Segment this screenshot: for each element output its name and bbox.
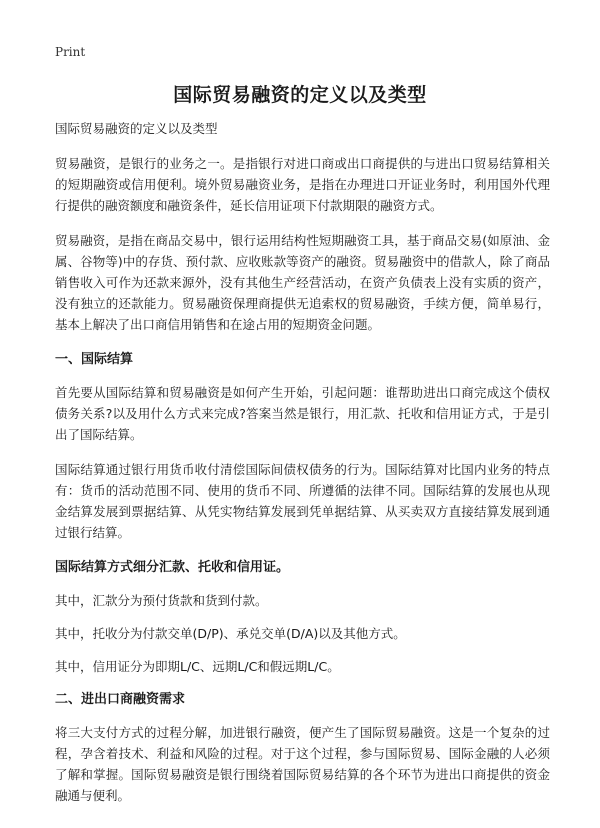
paragraph-trade-finance: 贸易融资，是指在商品交易中，银行运用结构性短期融资工具，基于商品交易(如原油、金属、谷物等)中的存货、预付款、应收账款等资产的融资。贸易融资中的借款人，除了商品销售收入可作为还款来源外，没有其他生产经营活动，在资产负债表上没有实质的资产，没有独立的还款能力。贸易融资保理商提供无追索权的贸易融资，手续方便，简单易行，基本上解决了出口商信用销售和在途占用的短期资金问题。 <box>55 233 550 332</box>
paragraph-settlement-definition: 国际结算通过银行用货币收付清偿国际间债权债务的行为。国际结算对比国内业务的特点有：货币的活动范围不同、使用的货币不同、所遵循的法律不同。国际结算的发展也从现金结算发展到票据结算、从凭实物结算发展到凭单据结算、从买卖双方直接结算发展到通过银行结算。 <box>55 462 550 540</box>
paragraph-definition: 贸易融资，是银行的业务之一。是指银行对进口商或出口商提供的与进出口贸易结算相关的短期融资或信用便利。境外贸易融资业务，是指在办理进口开证业务时，利用国外代理行提供的融资额度和融资条件，延长信用证项下付款期限的融资方式。 <box>55 156 550 213</box>
print-link[interactable]: Print <box>55 45 86 59</box>
list-item-letter-of-credit: 其中，信用证分为即期L/C、远期L/C和假远期L/C。 <box>55 659 340 674</box>
list-item-collection: 其中，托收分为付款交单(D/P)、承兑交单(D/A)以及其他方式。 <box>55 626 406 641</box>
document-subtitle: 国际贸易融资的定义以及类型 <box>55 121 218 136</box>
document-body <box>55 118 550 820</box>
section-heading-financing-needs: 二、进出口商融资需求 <box>55 692 186 707</box>
settlement-methods-heading: 国际结算方式细分汇款、托收和信用证。 <box>55 560 290 575</box>
paragraph-financing-needs: 将三大支付方式的过程分解，加进银行融资，便产生了国际贸易融资。这是一个复杂的过程，孕含着技术、利益和风险的过程。对于这个过程，参与国际贸易、国际金融的人必须了解和掌握。国际贸易融资是银行围绕着国际贸易结算的各个环节为进出口商提供的资金融通与便利。 <box>55 725 550 803</box>
page-title: 国际贸易融资的定义以及类型 <box>173 84 427 106</box>
paragraph-settlement-origin: 首先要从国际结算和贸易融资是如何产生开始，引起问题：谁帮助进出口商完成这个债权债务关系?以及用什么方式来完成?答案当然是银行，用汇款、托收和信用证方式，于是引出了国际结算。 <box>55 385 550 442</box>
list-item-remittance: 其中，汇款分为预付货款和货到付款。 <box>55 593 268 608</box>
section-heading-international-settlement: 一、国际结算 <box>55 352 134 367</box>
